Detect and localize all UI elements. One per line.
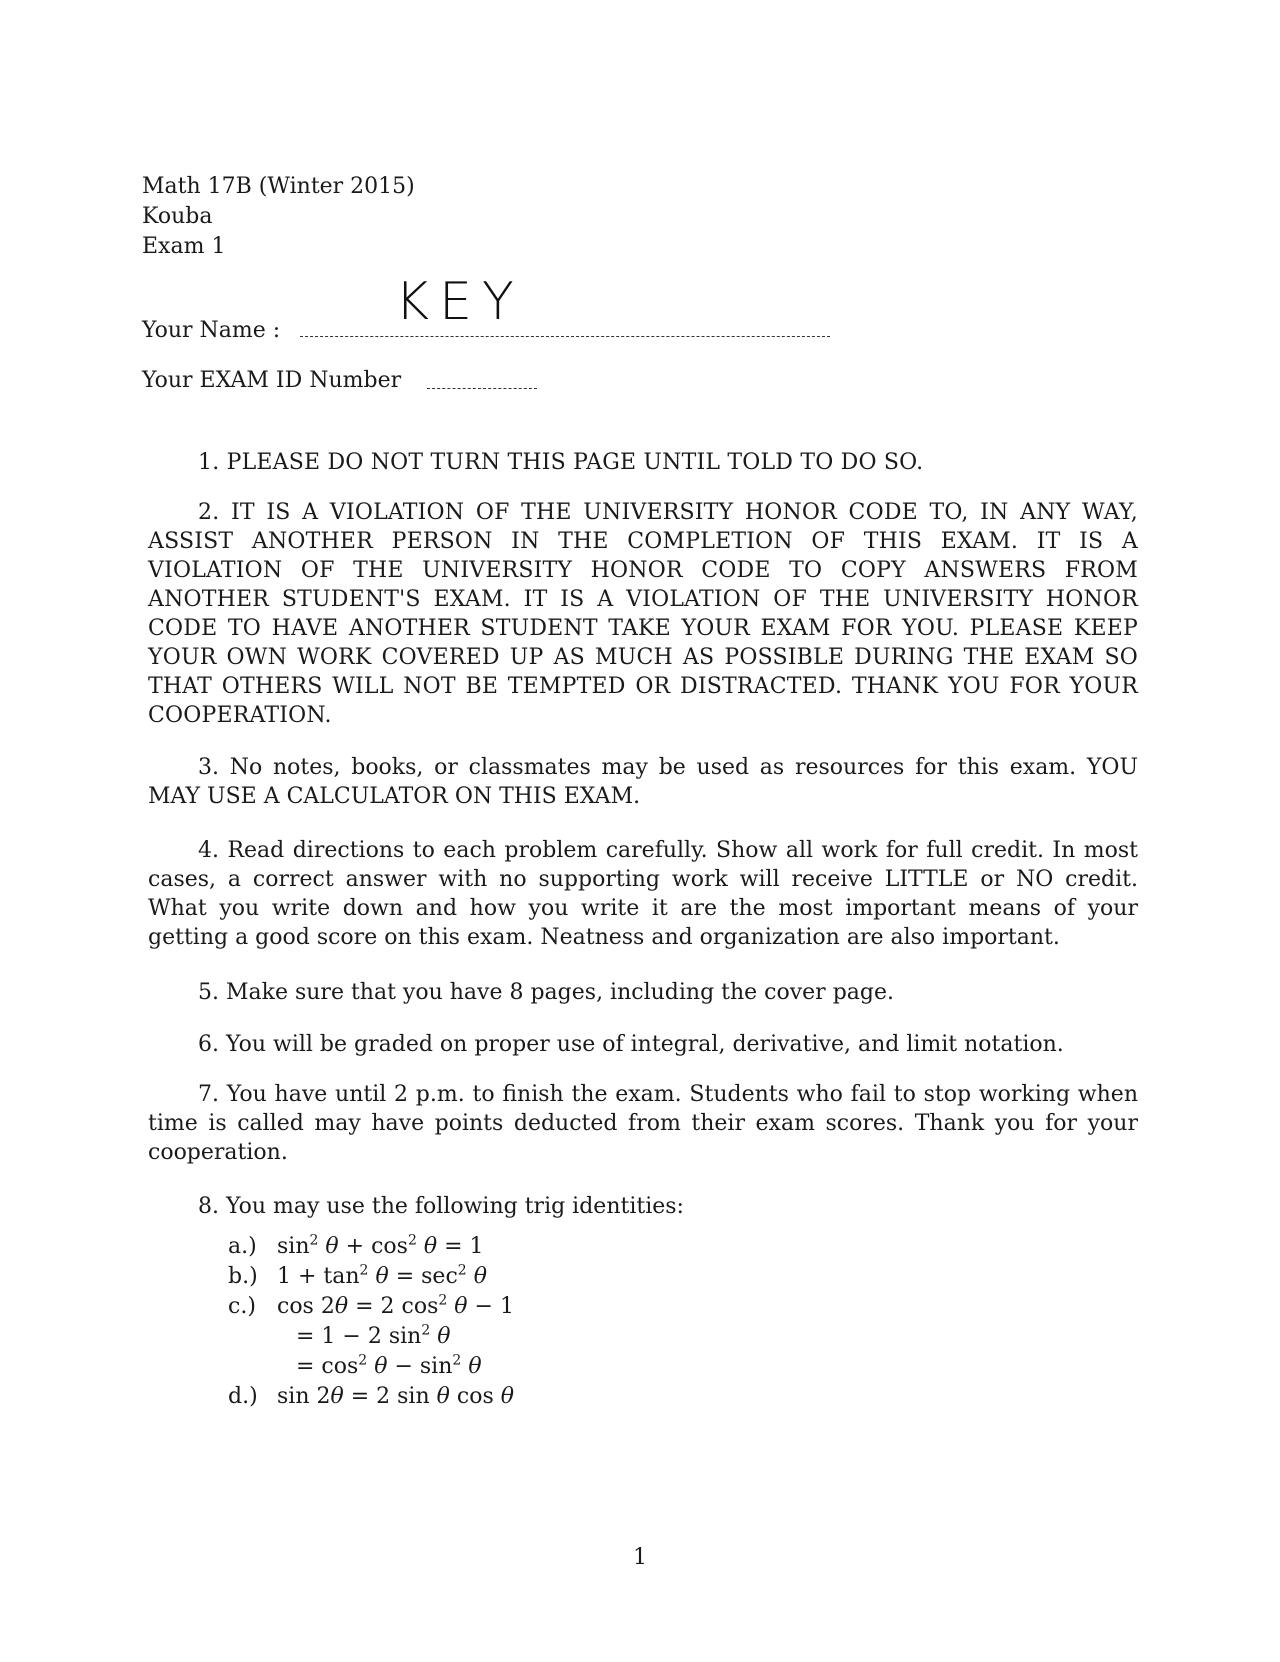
exam-id-label: Your EXAM ID Number [142, 368, 402, 393]
identity-c-line-3: = $\cos^2 \theta - \sin^2 \theta$ [296, 1352, 482, 1379]
exam-id-field-line [427, 388, 537, 389]
identity-c-line-2: = 1 − 2 $\sin^2 \theta$ [296, 1322, 451, 1349]
identity-d: d.) sin 2θ = 2 sin θ cos θ [228, 1382, 514, 1412]
course-title: Math 17B (Winter 2015) [142, 174, 415, 199]
name-label: Your Name : [142, 318, 281, 343]
name-field-line [300, 336, 830, 337]
rule-1: 1. PLEASE DO NOT TURN THIS PAGE UNTIL TOLD TO DO SO. [198, 450, 924, 475]
exam-title: Exam 1 [142, 234, 226, 259]
identity-label: a.) [228, 1234, 257, 1259]
identity-label: d.) [228, 1384, 258, 1409]
header [142, 172, 415, 262]
rule-2: 2. IT IS A VIOLATION OF THE UNIVERSITY HONOR CODE TO, IN ANY WAY, ASSIST ANOTHER PERSON IN THE COMPLETION OF THIS EXAM. IT IS A VIOLATION OF THE UNIVERSITY HONOR CODE TO COPY ANSWERS FROM ANOTHER STUDENT'S EXAM. IT IS A VIOLATION OF THE UNIVERSITY HONOR CODE TO HAVE ANOTHER STUDENT TAKE YOUR EXAM FOR YOU. PLEASE KEEP YOUR OWN WORK COVERED UP AS MUCH AS POSSIBLE DURING THE EXAM SO THAT OTHERS WILL NOT BE TEMPTED OR DISTRACTED. THANK YOU FOR YOUR COOPERATION. [148, 500, 1138, 728]
instructor-name: Kouba [142, 204, 213, 229]
rule-8: 8. You may use the following trig identities: [198, 1194, 684, 1219]
page-number: 1 [633, 1545, 647, 1570]
rule-6: 6. You will be graded on proper use of integral, derivative, and limit notation. [198, 1032, 1064, 1057]
identity-label: b.) [228, 1264, 258, 1289]
rule-3: 3. No notes, books, or classmates may be used as resources for this exam. YOU MAY USE A CALCULATOR ON THIS EXAM. [148, 755, 1138, 809]
identity-b: b.) $1 + \tan^2 \theta = \sec^2 \theta$ [228, 1262, 514, 1292]
handwritten-name-value: KEY [395, 272, 524, 332]
identity-c: c.) cos 2θ = 2 $\cos^2 \theta - 1$ [228, 1292, 514, 1322]
trig-identities [228, 1232, 514, 1412]
identity-label: c.) [228, 1294, 256, 1319]
identity-a: a.) $\sin^2 \theta + \cos^2 \theta = 1$ [228, 1232, 514, 1262]
rule-4: 4. Read directions to each problem carefully. Show all work for full credit. In most cases, a correct answer with no supporting work will receive LITTLE or NO credit. What you write down and how you write it are the most important means of your getting a good score on this exam. Neatness and organization are also important. [148, 838, 1138, 950]
rule-5: 5. Make sure that you have 8 pages, including the cover page. [198, 980, 894, 1005]
rule-7: 7. You have until 2 p.m. to finish the exam. Students who fail to stop working when time is called may have points deducted from their exam scores. Thank you for your cooperation. [148, 1082, 1138, 1165]
